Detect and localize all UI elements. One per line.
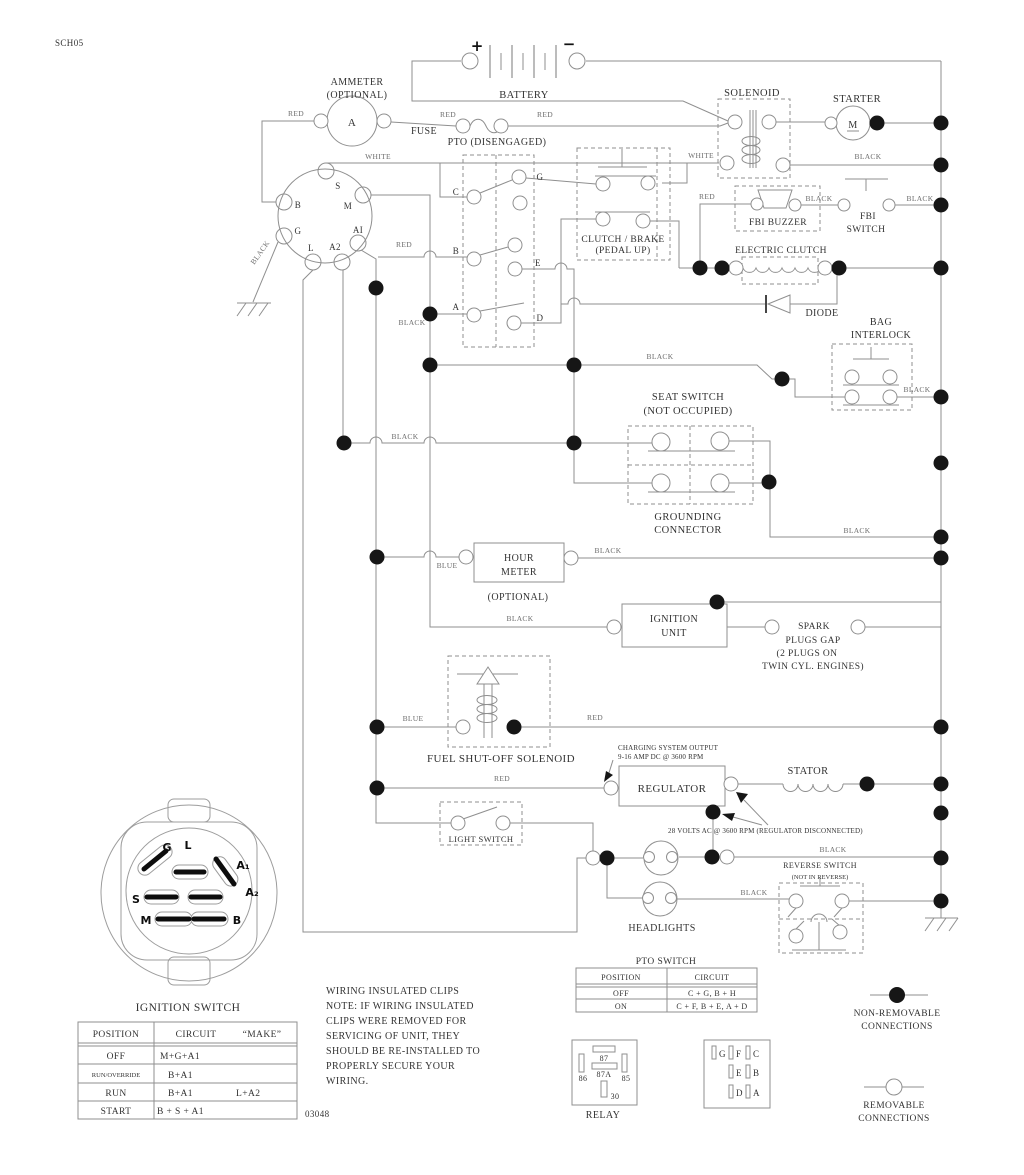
- ign-th-make: “MAKE”: [242, 1030, 282, 1040]
- light-switch-label: LIGHT SWITCH: [448, 834, 514, 844]
- clutch-coil: [743, 268, 821, 272]
- pto-table-title: PTO SWITCH: [635, 957, 697, 967]
- legend-removable-2: CONNECTIONS: [858, 1114, 930, 1124]
- battery-minus: −: [562, 35, 576, 53]
- wire-black: BLACK: [843, 526, 871, 535]
- spark-line4: TWIN CYL. ENGINES): [762, 662, 864, 672]
- wire-red: RED: [396, 240, 412, 249]
- pto-row-position: ON: [614, 1002, 628, 1011]
- wire-black: BLACK: [646, 352, 674, 361]
- ammeter-title: AMMETER: [330, 77, 384, 88]
- conn-pin-g: G: [719, 1049, 726, 1059]
- ammeter-subtitle: (OPTIONAL): [326, 90, 388, 101]
- legend-non-removable-2: CONNECTIONS: [861, 1022, 933, 1032]
- hour-meter-line1: HOUR: [504, 553, 534, 564]
- spark-line2: PLUGS GAP: [785, 636, 841, 646]
- ignition-unit-line1: IGNITION: [649, 614, 699, 625]
- wire-color-labels: [249, 109, 934, 897]
- wire-blue: BLUE: [436, 561, 458, 570]
- ground-symbol-left: [237, 303, 271, 316]
- pto-th-position: POSITION: [601, 973, 641, 982]
- conn-pin-e: E: [736, 1068, 742, 1078]
- regulator-label: REGULATOR: [637, 783, 707, 795]
- relay-pin-30: 30: [610, 1092, 620, 1101]
- fbi-switch-line1: FBI: [860, 212, 876, 222]
- starter-symbol-letter: M: [848, 120, 858, 131]
- ign-row-position: RUN/OVERRIDE: [91, 1072, 141, 1079]
- wire-red: RED: [288, 109, 304, 118]
- note-line: WIRING INSULATED CLIPS: [326, 986, 460, 997]
- wire-black: BLACK: [506, 614, 534, 623]
- terminal-s: S: [335, 181, 341, 191]
- relay-caption: RELAY: [585, 1110, 621, 1121]
- pto-row-circuit: C + G, B + H: [687, 989, 737, 998]
- key-b: B: [232, 914, 242, 927]
- ign-row-position: RUN: [105, 1089, 127, 1099]
- wire-red: RED: [587, 713, 603, 722]
- pto-row-circuit: C + F, B + E, A + D: [676, 1002, 748, 1011]
- ignition-switch-table: [78, 1022, 297, 1119]
- drawing-number: 03048: [305, 1109, 330, 1119]
- charging-note2: 9-16 AMP DC @ 3600 RPM: [618, 753, 704, 761]
- pto-th-circuit: CIRCUIT: [694, 973, 730, 982]
- wire-red: RED: [494, 774, 510, 783]
- relay-diagram: [572, 1040, 637, 1121]
- bag-interlock-box: [832, 344, 912, 410]
- grounding-line2: CONNECTOR: [654, 525, 722, 536]
- terminal-ai: AI: [352, 225, 364, 235]
- note-line: PROPERLY SECURE YOUR: [326, 1061, 456, 1072]
- wire-black: BLACK: [248, 238, 272, 267]
- volts-note: 28 VOLTS AC @ 3600 RPM (REGULATOR DISCONNECTED): [668, 827, 863, 835]
- pto-e: E: [535, 258, 541, 268]
- wire-red: RED: [440, 110, 456, 119]
- relay-pin-87: 87: [599, 1054, 609, 1063]
- note-line: CLIPS WERE REMOVED FOR: [326, 1016, 467, 1027]
- pin-connector-diagram: [704, 1040, 770, 1108]
- wire-black: BLACK: [903, 385, 931, 394]
- wire-black: BLACK: [398, 318, 426, 327]
- bag-line1: BAG: [869, 317, 893, 328]
- pto-a: A: [452, 302, 460, 312]
- pto-b: B: [452, 246, 460, 256]
- wire-red: RED: [537, 110, 553, 119]
- ignition-key-face: [101, 799, 277, 985]
- ign-row-make: L+A2: [236, 1089, 261, 1099]
- pto-d: D: [536, 313, 544, 323]
- sheet-code: SCH05: [55, 38, 84, 48]
- battery-plus: +: [470, 37, 484, 55]
- stator-label: STATOR: [787, 766, 829, 777]
- pto-switch-table: [576, 957, 757, 1012]
- spark-line3: (2 PLUGS ON: [776, 649, 838, 659]
- note-line: NOTE: IF WIRING INSULATED: [326, 1001, 474, 1012]
- wire-white: WHITE: [688, 151, 714, 160]
- hour-meter-line2: METER: [501, 567, 537, 578]
- wire-red: RED: [699, 192, 715, 201]
- legend-removable-1: REMOVABLE: [863, 1101, 925, 1111]
- stator-coil: [783, 784, 843, 792]
- conn-pin-b: B: [753, 1068, 760, 1078]
- ignition-unit-box: [622, 604, 727, 647]
- clutch-brake-line2: (PEDAL UP): [595, 246, 651, 256]
- wire-black: BLACK: [594, 546, 622, 555]
- charging-note1: CHARGING SYSTEM OUTPUT: [618, 744, 719, 752]
- fuel-solenoid-label: FUEL SHUT-OFF SOLENOID: [427, 753, 575, 765]
- relay-pin-87a: 87A: [596, 1070, 612, 1079]
- battery-label: BATTERY: [499, 90, 549, 101]
- terminal-l: L: [308, 243, 314, 253]
- pto-g: G: [536, 172, 544, 182]
- legend-non-removable-1: NON-REMOVABLE: [853, 1009, 941, 1019]
- relay-pin-85: 85: [621, 1074, 631, 1083]
- terminal-b: B: [294, 200, 302, 210]
- wire-white: WHITE: [365, 152, 391, 161]
- electric-clutch-label: ELECTRIC CLUTCH: [735, 246, 827, 256]
- removable-terminals: [276, 53, 897, 943]
- reverse-line2: (NOT IN REVERSE): [791, 874, 849, 881]
- seat-line2: (NOT OCCUPIED): [643, 406, 733, 417]
- wire-black: BLACK: [391, 432, 419, 441]
- pto-terminal-letters: [453, 172, 544, 323]
- pto-disengaged-label: PTO (DISENGAGED): [447, 137, 547, 148]
- battery-symbol: [490, 45, 556, 78]
- key-m: M: [140, 914, 152, 927]
- grounding-line1: GROUNDING: [654, 512, 722, 523]
- wire-black: BLACK: [740, 888, 768, 897]
- ign-th-circuit: CIRCUIT: [175, 1030, 217, 1040]
- relay-pin-86: 86: [578, 1074, 588, 1083]
- conn-pin-c: C: [753, 1049, 760, 1059]
- removable-icon: [886, 1079, 902, 1095]
- conn-pin-f: F: [736, 1049, 742, 1059]
- fbi-switch-line2: SWITCH: [846, 225, 886, 235]
- terminal-m: M: [343, 201, 353, 211]
- key-s: S: [132, 893, 140, 906]
- fbi-switch-plunger: [845, 179, 888, 191]
- reverse-line1: REVERSE SWITCH: [783, 861, 857, 870]
- ign-row-circuit: B+A1: [168, 1071, 193, 1081]
- spark-line1: SPARK: [798, 622, 830, 632]
- terminal-g: G: [294, 226, 302, 236]
- seat-line1: SEAT SWITCH: [651, 392, 725, 403]
- wire-blue: BLUE: [402, 714, 424, 723]
- headlights-label: HEADLIGHTS: [628, 923, 696, 934]
- note-line: SHOULD BE RE-INSTALLED TO: [326, 1046, 481, 1057]
- ign-row-circuit: M+G+A1: [160, 1052, 201, 1062]
- non-removable-icon: [889, 987, 905, 1003]
- bag-line2: INTERLOCK: [850, 330, 912, 341]
- ignition-switch-ring: [278, 169, 372, 263]
- ign-row-position: START: [100, 1107, 132, 1117]
- pto-row-position: OFF: [613, 989, 629, 998]
- wire-black: BLACK: [854, 152, 882, 161]
- ignition-switch-caption: IGNITION SWITCH: [135, 1002, 241, 1014]
- key-g: G: [162, 841, 172, 854]
- terminal-a2: A2: [329, 242, 341, 252]
- pto-c: C: [452, 187, 460, 197]
- ignition-unit-line2: UNIT: [661, 628, 687, 639]
- ign-row-circuit: B + S + A1: [157, 1107, 204, 1117]
- fuse-label: FUSE: [410, 126, 438, 137]
- conn-pin-a: A: [753, 1088, 760, 1098]
- solenoid-label: SOLENOID: [724, 88, 780, 99]
- reverse-switch-box: [779, 883, 863, 953]
- key-a1: A₁: [236, 859, 250, 872]
- ign-row-circuit: B+A1: [168, 1089, 193, 1099]
- wire-black: BLACK: [819, 845, 847, 854]
- ign-row-position: OFF: [106, 1052, 126, 1062]
- diode-label: DIODE: [805, 308, 839, 319]
- ammeter-symbol-letter: A: [347, 117, 357, 129]
- wire-black: BLACK: [906, 194, 934, 203]
- note-line: SERVICING OF UNIT, THEY: [326, 1031, 461, 1042]
- solenoid-symbol: [742, 110, 760, 168]
- light-switch-arm: [463, 807, 497, 819]
- wire-black: BLACK: [805, 194, 833, 203]
- starter-label: STARTER: [833, 94, 881, 105]
- key-a2: A₂: [245, 886, 259, 899]
- conn-pin-d: D: [736, 1088, 743, 1098]
- ign-th-position: POSITION: [92, 1030, 140, 1040]
- diode-symbol: [766, 295, 790, 313]
- note-line: WIRING.: [326, 1076, 369, 1087]
- ground-symbol-right: [925, 918, 958, 931]
- fbi-buzzer-label: FBI BUZZER: [748, 218, 808, 228]
- wiring-note: [326, 986, 480, 1087]
- hour-meter-subtitle: (OPTIONAL): [487, 592, 549, 603]
- key-l: L: [184, 839, 192, 852]
- clutch-brake-line1: CLUTCH / BRAKE: [581, 235, 665, 245]
- connection-legend: [854, 987, 941, 1124]
